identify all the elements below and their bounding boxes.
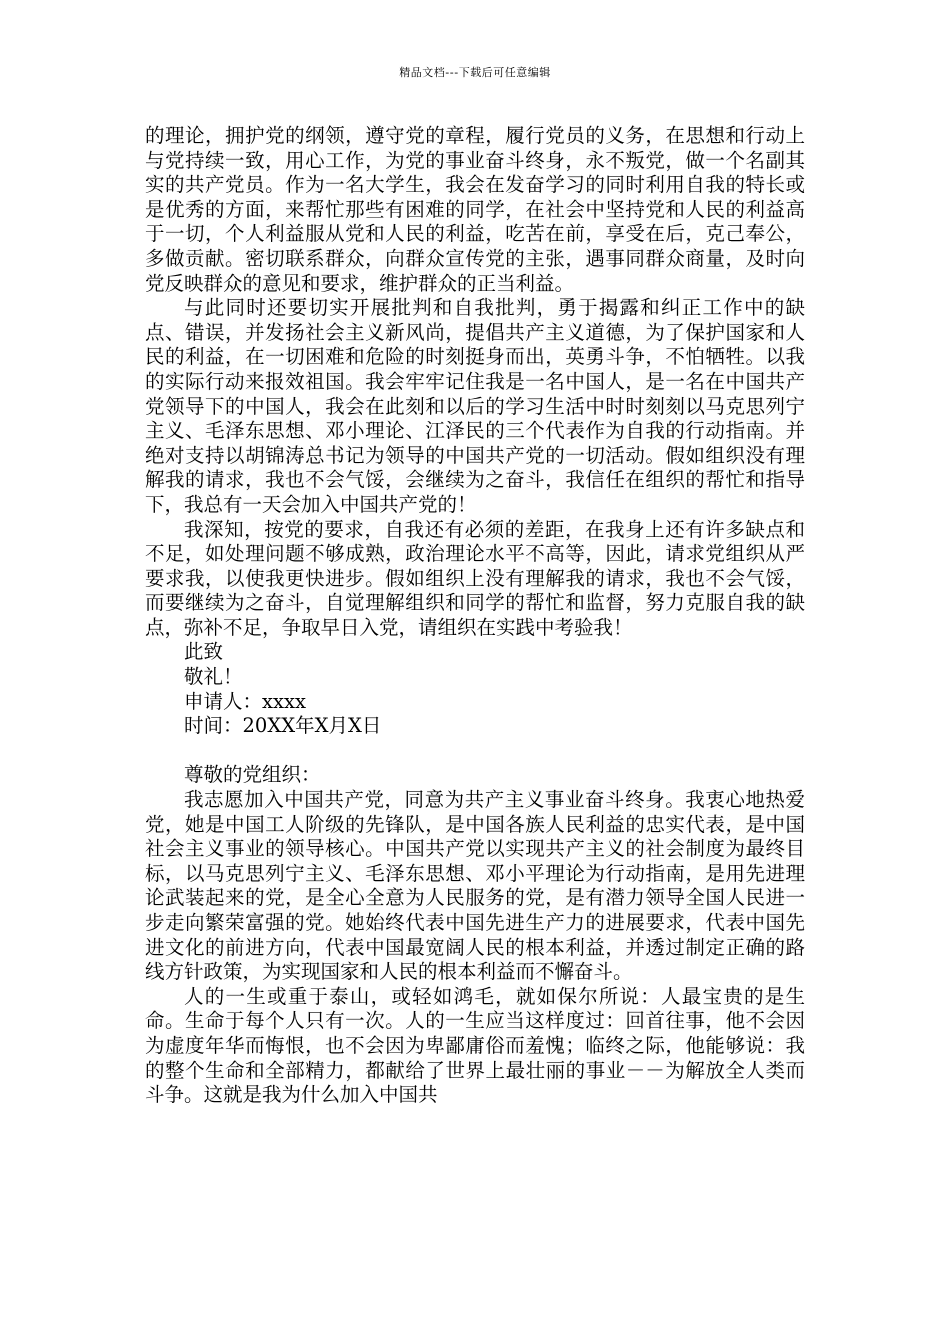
- paragraph-1: 的理论，拥护党的纲领，遵守党的章程，履行党员的义务，在思想和行动上与党持续一致，用心工作，为党的事业奋斗终身，永不叛党，做一个名副其实的共产党员。作为一名大学生，我会在发奋学习的同时利用自我的特长或是优秀的方面，来帮忙那些有困难的同学，在社会中坚持党和人民的利益高于一切，个人利益服从党和人民的利益，吃苦在前，享受在后，克己奉公，多做贡献。密切联系群众，向群众宣传党的主张，遇事同群众商量，及时向党反映群众的意见和要求，维护群众的正当利益。: [145, 124, 805, 295]
- salutation-line: 尊敬的党组织：: [184, 763, 321, 787]
- date-line: 时间：20XX年X月X日: [184, 714, 382, 738]
- closing-line-1: 此致: [184, 640, 224, 664]
- paragraph-4: 我志愿加入中国共产党，同意为共产主义事业奋斗终身。我衷心地热爱党，她是中国工人阶级的先锋队，是中国各族人民利益的忠实代表，是中国社会主义事业的领导核心。中国共产党以实现共产主义的社会制度为最终目标，以马克思列宁主义、毛泽东思想、邓小平理论为行动指南，是用先进理论武装起来的党，是全心全意为人民服务的党，是有潜力领导全国人民进一步走向繁荣富强的党。她始终代表中国先进生产力的进展要求，代表中国先进文化的前进方向，代表中国最宽阔人民的根本利益，并透过制定正确的路线方针政策，为实现国家和人民的根本利益而不懈奋斗。: [145, 788, 805, 984]
- closing-line-2: 敬礼！: [184, 665, 243, 689]
- paragraph-5: 人的一生或重于泰山，或轻如鸿毛，就如保尔所说：人最宝贵的是生命。生命于每个人只有一次。人的一生应当这样度过：回首往事，他不会因为虚度年华而悔恨，也不会因为卑鄙庸俗而羞愧；临终之际，他能够说：我的整个生命和全部精力，都献给了世界上最壮丽的事业－－为解放全人类而斗争。这就是我为什么加入中国共: [145, 984, 805, 1107]
- blank-line: [145, 739, 805, 764]
- applicant-line: 申请人：xxxx: [184, 689, 306, 713]
- paragraph-2: 与此同时还要切实开展批判和自我批判，勇于揭露和纠正工作中的缺点、错误，并发扬社会主义新风尚，提倡共产主义道德，为了保护国家和人民的利益，在一切困难和危险的时刻挺身而出，英勇斗争，不怕牺牲。以我的实际行动来报效祖国。我会牢牢记住我是一名中国人，是一名在中国共产党领导下的中国人，我会在此刻和以后的学习生活中时时刻刻以马克思列宁主义、毛泽东思想、邓小理论、江泽民的三个代表作为自我的行动指南。并绝对支持以胡锦涛总书记为领导的中国共产党的一切活动。假如组织没有理解我的请求，我也不会气馁，会继续为之奋斗，我信任在组织的帮忙和指导下，我总有一天会加入中国共产党的！: [145, 296, 805, 516]
- document-body: [145, 124, 805, 1108]
- paragraph-3: 我深知，按党的要求，自我还有必须的差距，在我身上还有许多缺点和不足，如处理问题不够成熟，政治理论水平不高等，因此，请求党组织从严要求我，以使我更快进步。假如组织上没有理解我的请求，我也不会气馁，而要继续为之奋斗，自觉理解组织和同学的帮忙和监督，努力克服自我的缺点，弥补不足，争取早日入党，请组织在实践中考验我！: [145, 517, 805, 639]
- page-header: 精品文档---下载后可任意编辑: [399, 66, 551, 79]
